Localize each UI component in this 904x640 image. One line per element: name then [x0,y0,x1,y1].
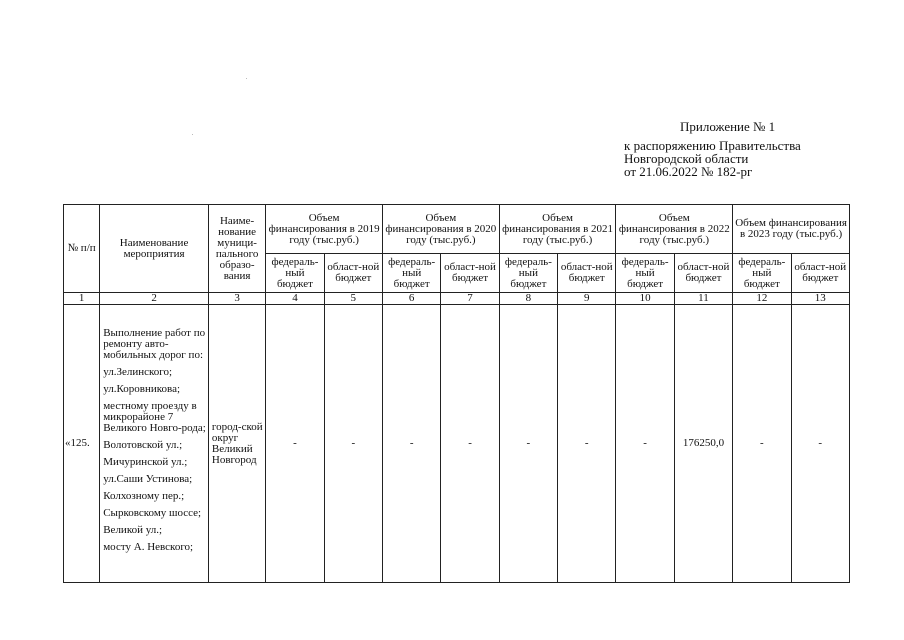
measure-item: Колхозному пер.; [103,490,185,502]
header-year-2020: Объем финансирования в 2020 году (тыс.руб.) [382,205,499,254]
measure-item: Мичуринской ул.; [103,456,188,468]
appendix-line-2: Новгородской области [624,151,749,166]
column-number: 2 [100,293,209,305]
column-number: 12 [733,293,791,305]
measure-item: Сырковскому шоссе; [103,507,202,519]
header-federal-budget: федераль-ный бюджет [499,254,557,293]
column-number: 10 [616,293,674,305]
measure-item: ул.Коровникова; [103,383,181,395]
column-number: 5 [324,293,382,305]
scan-speck [246,78,247,79]
appendix-header [624,120,894,178]
value-2022-federal: - [616,305,674,583]
value-2019-regional: - [324,305,382,583]
value-2021-regional: - [558,305,616,583]
scan-speck [192,134,193,135]
measure-item: ул.Саши Устинова; [103,473,193,485]
header-year-2021: Объем финансирования в 2021 году (тыс.руб.) [499,205,616,254]
column-number-row [64,293,850,305]
financing-table [63,204,850,583]
column-number: 13 [791,293,850,305]
header-federal-budget: федераль-ный бюджет [616,254,674,293]
header-regional-budget: област-ной бюджет [441,254,499,293]
header-name: Наименование мероприятия [100,205,209,293]
value-2022-regional: 176250,0 [674,305,732,583]
measure-item: мосту А. Невского; [103,541,194,553]
header-federal-budget: федераль-ный бюджет [266,254,324,293]
header-num: № п/п [64,205,100,293]
header-municipality: Наиме-нование муници-пального образо-вания [208,205,265,293]
municipality-cell: город-ской округ Великий Новгород [208,305,265,583]
value-2020-regional: - [441,305,499,583]
header-regional-budget: област-ной бюджет [791,254,850,293]
measure-item: местному проезду в микрорайоне 7 Великого Новго-рода; [103,400,206,434]
value-2021-federal: - [499,305,557,583]
column-number: 1 [64,293,100,305]
measure-item: Волотовской ул.; [103,439,183,451]
header-regional-budget: област-ной бюджет [674,254,732,293]
column-number: 7 [441,293,499,305]
column-number: 8 [499,293,557,305]
measure-item: Великой ул.; [103,524,163,536]
value-2023-regional: - [791,305,850,583]
column-number: 11 [674,293,732,305]
header-row-years [64,205,850,254]
appendix-title: Приложение № 1 [680,119,776,134]
column-number: 6 [382,293,440,305]
header-federal-budget: федераль-ный бюджет [382,254,440,293]
appendix-line-1: к распоряжению Правительства [624,138,801,153]
header-year-2023: Объем финансирования в 2023 году (тыс.руб.) [733,205,850,254]
header-year-2019: Объем финансирования в 2019 году (тыс.руб.) [266,205,383,254]
header-regional-budget: област-ной бюджет [324,254,382,293]
measure-item: ул.Зелинского; [103,366,173,378]
header-year-2022: Объем финансирования в 2022 году (тыс.руб.) [616,205,733,254]
row-number: «125. [64,305,100,583]
header-federal-budget: федераль-ный бюджет [733,254,791,293]
column-number: 4 [266,293,324,305]
measure-item: Выполнение работ по ремонту авто-мобильных дорог по: [103,327,206,361]
column-number: 3 [208,293,265,305]
column-number: 9 [558,293,616,305]
appendix-line-3: от 21.06.2022 № 182-рг [624,164,753,179]
table-row [64,305,850,583]
value-2020-federal: - [382,305,440,583]
value-2019-federal: - [266,305,324,583]
header-regional-budget: област-ной бюджет [558,254,616,293]
value-2023-federal: - [733,305,791,583]
measure-name-cell [100,305,209,583]
